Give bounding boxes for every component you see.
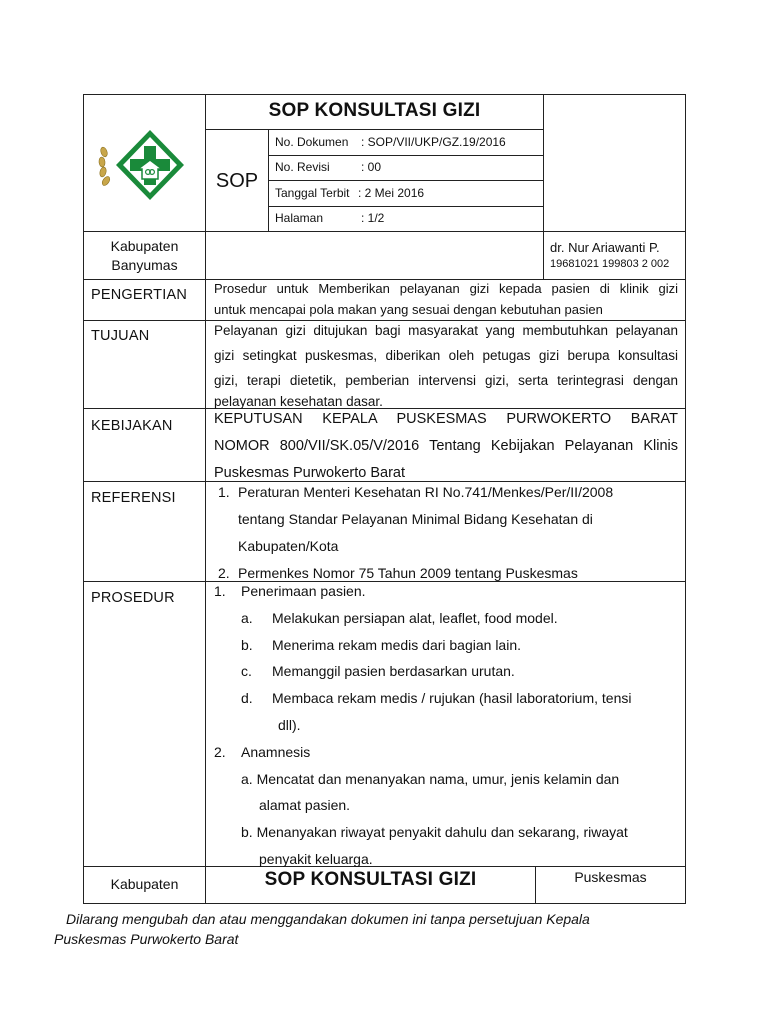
section-label: PROSEDUR <box>91 590 175 606</box>
step-item <box>214 739 678 766</box>
text-line: Puskesmas Purwokerto Barat <box>214 465 405 481</box>
text-line: untuk mencapai pola makan yang sesuai dengan kebutuhan pasien <box>214 302 603 317</box>
disclaimer-line: Dilarang mengubah dan atau menggandakan dokumen ini tanpa persetujuan Kepala <box>66 911 590 927</box>
pengertian-text <box>214 278 678 320</box>
footer-left: Kabupaten <box>110 876 179 892</box>
kebijakan-text <box>214 406 678 487</box>
text-line: KEPUTUSAN KEPALA PUSKESMAS PURWOKERTO BARAT <box>214 411 678 427</box>
meta-value: : 1/2 <box>361 211 385 225</box>
referensi-list <box>214 479 678 587</box>
section-label: PENGERTIAN <box>91 287 188 303</box>
text-line: gizi, terapi dietetik, pemberian intervensi gizi, serta terintegrasi dengan <box>214 373 678 388</box>
meta-value: : 2 Mei 2016 <box>358 186 425 200</box>
region-line: Banyumas <box>111 257 178 273</box>
text-line: Peraturan Menteri Kesehatan RI No.741/Menkes/Per/II/2008 <box>238 484 614 500</box>
sub-text: Membaca rekam medis / rujukan (hasil laboratorium, tensi <box>272 690 632 707</box>
prosedur-list <box>214 578 678 873</box>
step-title: Penerimaan pasien. <box>241 583 366 599</box>
list-number: 1. <box>218 484 230 500</box>
region-name <box>84 237 205 275</box>
section-label: TUJUAN <box>91 328 150 344</box>
sub-number: a. <box>241 609 253 626</box>
footer-right: Puskesmas <box>574 869 647 885</box>
region-line: Kabupaten <box>110 238 179 254</box>
signer-nip: 19681021 199803 2 002 <box>550 258 670 270</box>
sub-item <box>214 632 678 659</box>
sub-number: b. <box>241 636 253 653</box>
meta-label: Tanggal Terbit <box>275 186 350 200</box>
meta-label: Halaman <box>275 211 324 225</box>
meta-label: No. Dokumen <box>275 135 349 149</box>
document-title: SOP KONSULTASI GIZI <box>268 100 481 121</box>
sub-continuation: alamat pasien. <box>259 797 351 814</box>
text-line: tentang Standar Pelayanan Minimal Bidang Kesehatan di <box>238 511 593 527</box>
sub-item <box>214 658 678 685</box>
meta-value: : 00 <box>361 160 382 174</box>
text-line: gizi setingkat puskesmas, diberikan oleh petugas gizi berupa konsultasi <box>214 348 678 363</box>
meta-value: : SOP/VII/UKP/GZ.19/2016 <box>361 135 506 149</box>
text-line: Pelayanan gizi ditujukan bagi masyarakat yang membutuhkan pelayanan <box>214 323 678 338</box>
text-line: Kabupaten/Kota <box>238 538 339 554</box>
sub-item: a. Mencatat dan menanyakan nama, umur, jenis kelamin dan <box>241 770 620 787</box>
sub-item <box>214 605 678 632</box>
list-item <box>214 479 678 560</box>
section-label: KEBIJAKAN <box>91 418 173 434</box>
text-line: Prosedur untuk Memberikan pelayanan gizi kepada pasien di klinik gizi <box>214 281 678 296</box>
step-title: Anamnesis <box>241 743 311 760</box>
sub-text: Memanggil pasien berdasarkan urutan. <box>272 663 515 680</box>
text-line: NOMOR 800/VII/SK.05/V/2016 Tentang Kebijakan Pelayanan Klinis <box>214 438 678 454</box>
sub-continuation: dll). <box>278 716 301 733</box>
sub-item: b. Menanyakan riwayat penyakit dahulu dan sekarang, riwayat <box>241 824 628 841</box>
signer <box>550 240 669 272</box>
tujuan-text <box>214 318 678 411</box>
sub-item <box>214 685 678 712</box>
puskesmas-logo <box>98 124 190 208</box>
section-label: REFERENSI <box>91 490 176 506</box>
signer-name: dr. Nur Ariawanti P. <box>550 240 660 255</box>
sub-text: Melakukan persiapan alat, leaflet, food model. <box>272 609 558 626</box>
footer-title: SOP KONSULTASI GIZI <box>264 869 477 890</box>
sub-text: Menerima rekam medis dari bagian lain. <box>272 636 521 653</box>
text-line: Permenkes Nomor 75 Tahun 2009 tentang Puskesmas <box>238 565 578 581</box>
list-number: 2. <box>218 565 230 581</box>
sub-number: d. <box>241 690 253 707</box>
step-number: 2. <box>214 743 226 760</box>
meta-label: No. Revisi <box>275 160 330 174</box>
sub-number: c. <box>241 663 252 680</box>
sub-continuation: penyakit keluarga. <box>259 850 373 867</box>
disclaimer-line: Puskesmas Purwokerto Barat <box>54 931 239 947</box>
disclaimer <box>54 909 744 949</box>
sop-label: SOP <box>215 170 259 192</box>
text-line: pelayanan kesehatan dasar. <box>214 394 383 409</box>
step-number: 1. <box>214 583 226 599</box>
step-item <box>214 578 678 605</box>
